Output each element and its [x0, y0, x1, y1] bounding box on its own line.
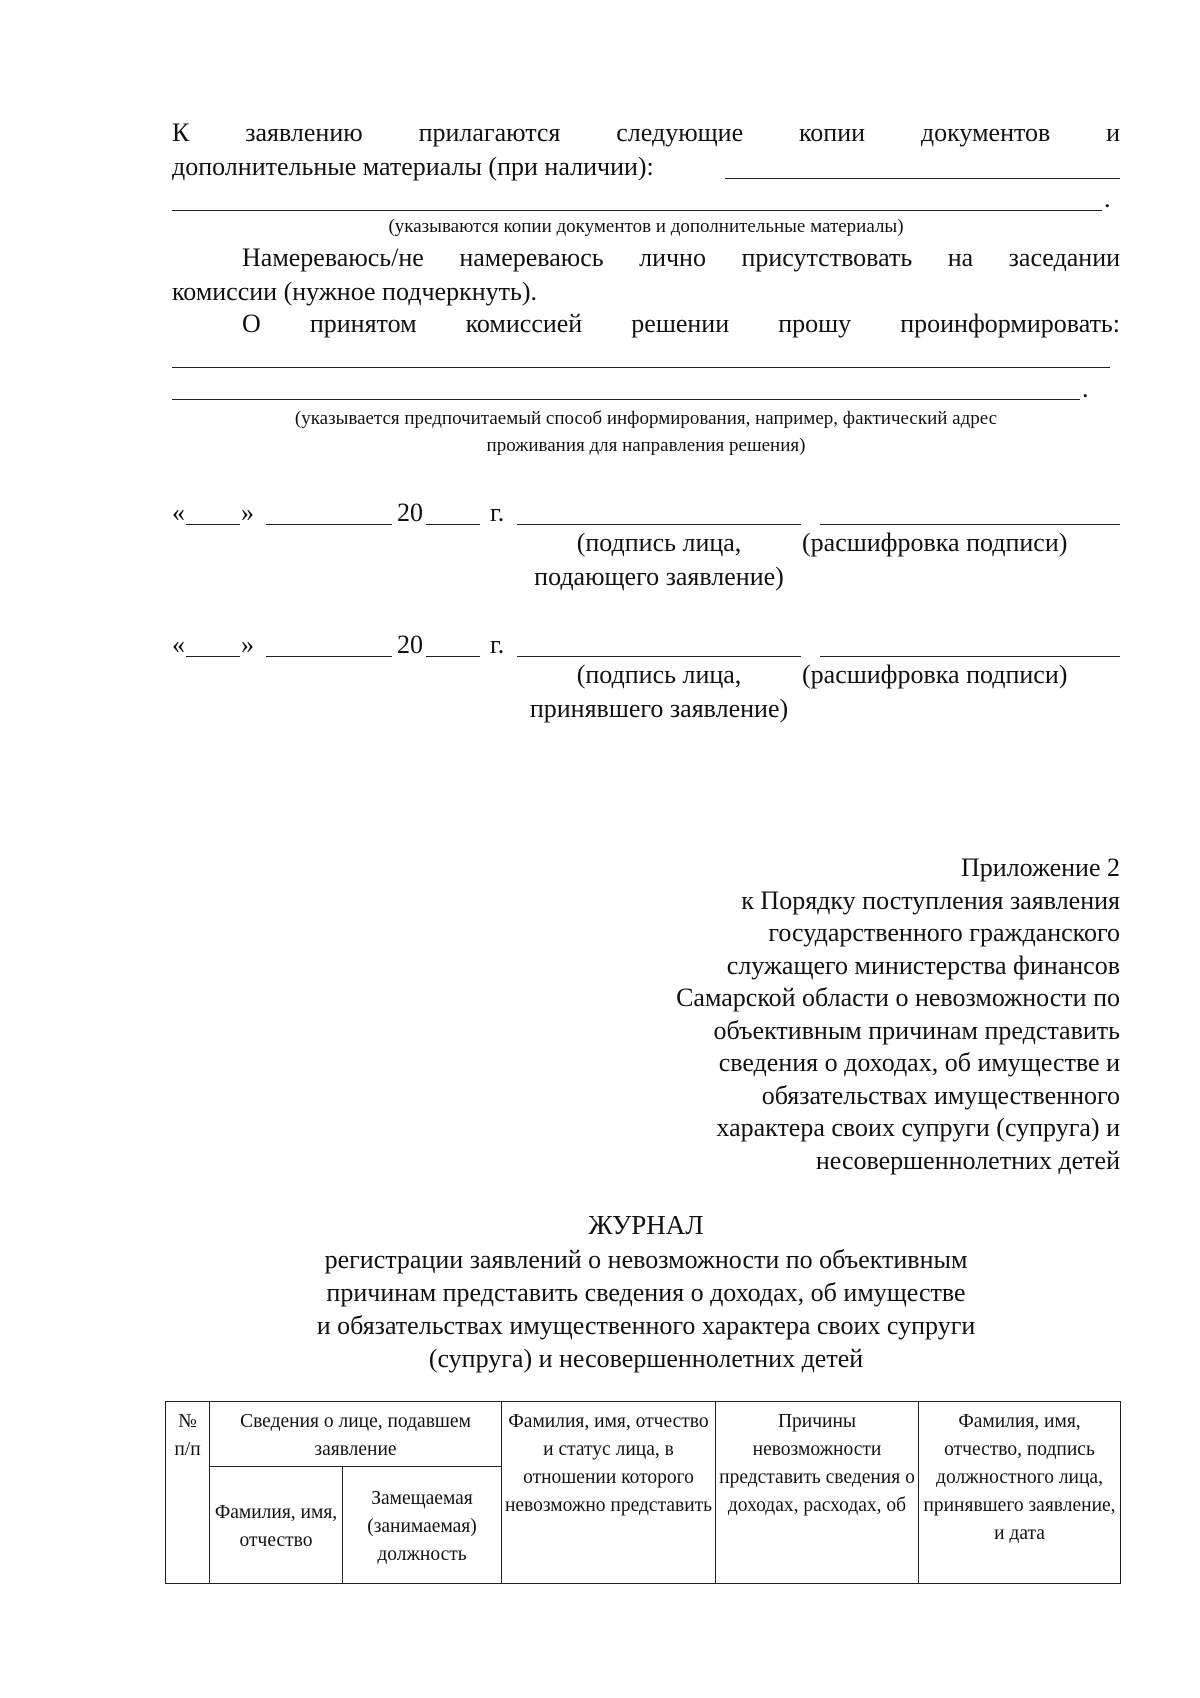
signature-field[interactable] [517, 656, 801, 657]
inform-fill-line-2 [172, 399, 1080, 400]
date-year-suffix: г. [490, 498, 505, 527]
date-year-suffix: г. [490, 630, 505, 659]
header-official: Фамилия, имя, отчество, подпись должностного лица, принявшего заявление, и дата [919, 1402, 1121, 1584]
header-person-name: Фамилия, имя, отчество [210, 1467, 343, 1584]
inform-trailing-dot: . [1082, 374, 1089, 403]
date-quote-open: « [172, 630, 185, 659]
attachments-line-2-label: дополнительные материалы (при наличии): [172, 152, 654, 181]
header-relative: Фамилия, имя, отчество и статус лица, в отношении которого невозможно представить [502, 1402, 716, 1584]
date-quote-open: « [172, 498, 185, 527]
date-quote-close: » [241, 630, 254, 659]
journal-subtitle: регистрации заявлений о невозможности по объективным причинам представить сведения о доходах, об имуществе и обязательствах имущественного характера своих супруги (супруга) и несовершеннолетних детей [316, 1245, 976, 1373]
header-reasons: Причины невозможности представить сведения о доходах, расходах, об [716, 1402, 919, 1584]
signature-decode-field[interactable] [820, 656, 1120, 657]
date-quote-close: » [241, 498, 254, 527]
header-person-group: Сведения о лице, подавшем заявление [210, 1402, 502, 1467]
attachments-trailing-dot: . [1104, 184, 1111, 213]
signature-decode-field[interactable] [820, 524, 1120, 525]
attendance-line-1: Намереваюсь/не намереваюсь лично присутствовать на заседании [242, 243, 1121, 272]
inform-fill-line-1 [172, 367, 1110, 368]
date-day-field[interactable] [186, 656, 240, 657]
signature-decode-caption: (расшифровка подписи) [802, 528, 1068, 557]
attachments-caption: (указываются копии документов и дополнительные материалы) [388, 216, 904, 237]
signature-decode-caption: (расшифровка подписи) [802, 660, 1068, 689]
appendix-heading: Приложение 2 к Порядку поступления заявления государственного гражданского служащего министерства финансов Самарской области о невозможности по объективным причинам представить сведения о доходах, об имуществе и обязательствах имущественного характера своих супруги (супруга) и несовершеннолетних детей [676, 853, 1120, 1175]
signature-field[interactable] [517, 524, 801, 525]
attachments-fill-line-1 [725, 178, 1120, 179]
signature-caption: (подпись лица, принявшего заявление) [529, 660, 789, 723]
inform-caption: (указывается предпочитаемый способ информирования, например, фактический адрес проживания для направления решения) [294, 408, 998, 456]
attendance-line-2: комиссии (нужное подчеркнуть). [172, 277, 537, 306]
inform-line-1: О принятом комиссией решении прошу проинформировать: [242, 309, 1121, 338]
attachments-fill-line-2 [172, 210, 1102, 211]
attachments-line-1: К заявлению прилагаются следующие копии документов и [172, 118, 1121, 147]
date-month-field[interactable] [266, 656, 392, 657]
header-person-position: Замещаемая (занимаемая) должность [343, 1467, 502, 1584]
date-month-field[interactable] [266, 524, 392, 525]
date-year-prefix: 20 [397, 498, 423, 527]
date-year-field[interactable] [426, 656, 480, 657]
journal-table [165, 1401, 1121, 1584]
journal-title: ЖУРНАЛ [588, 1210, 704, 1240]
date-year-prefix: 20 [397, 630, 423, 659]
date-year-field[interactable] [426, 524, 480, 525]
date-day-field[interactable] [186, 524, 240, 525]
table-header-row-1 [166, 1402, 1121, 1467]
signature-caption: (подпись лица, подающего заявление) [534, 528, 784, 591]
header-number: № п/п [166, 1402, 210, 1584]
